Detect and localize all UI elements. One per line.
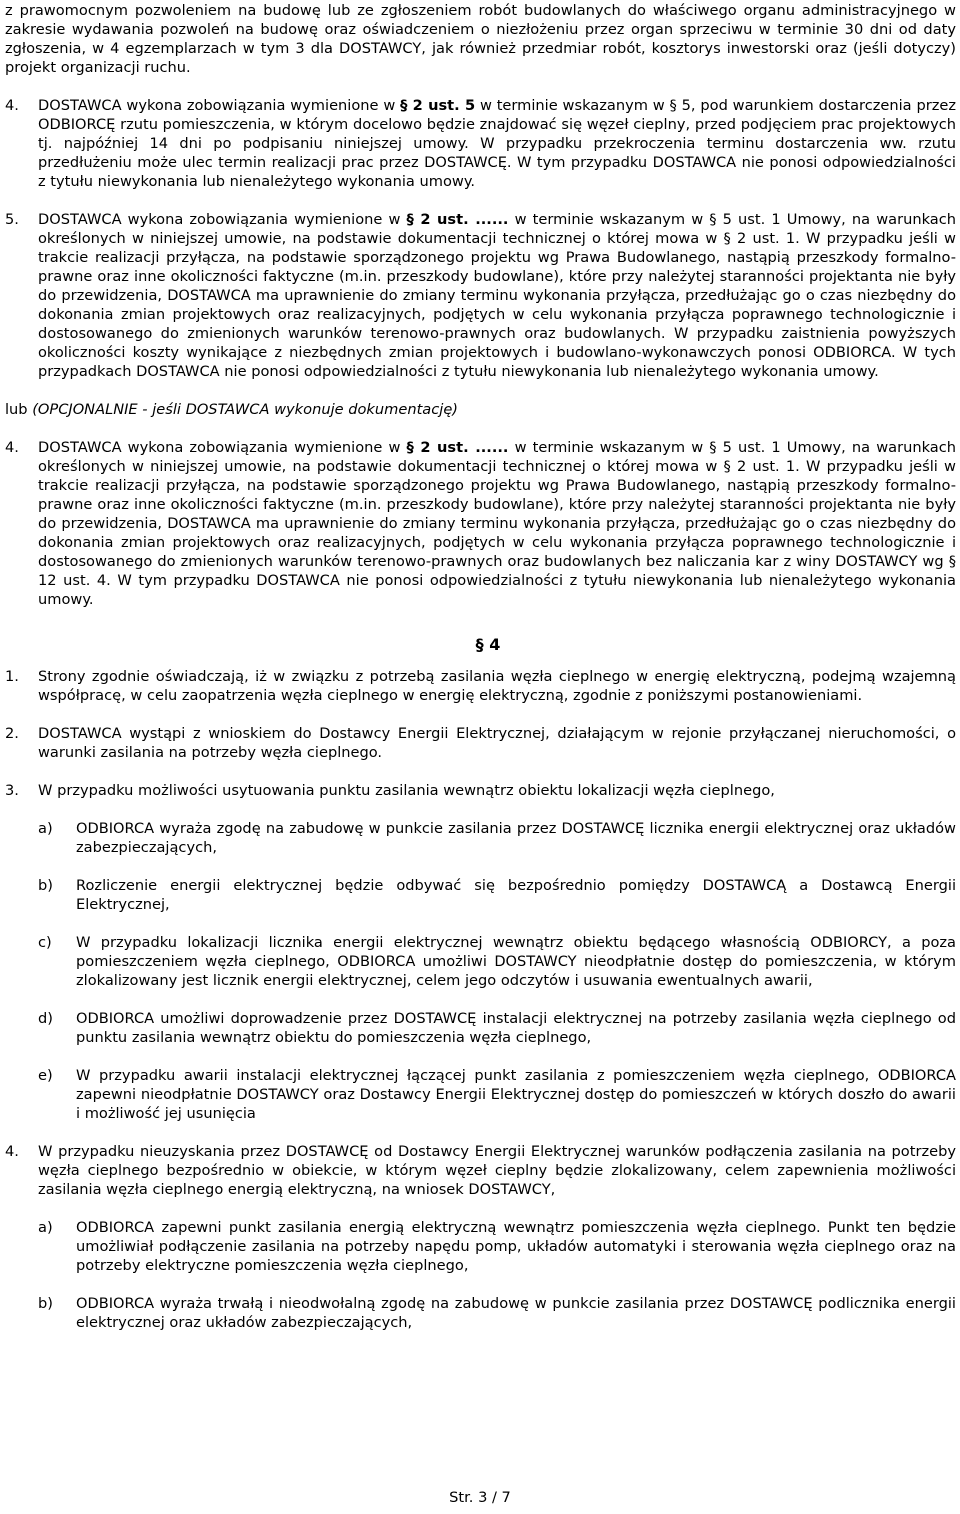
- list-item: e) W przypadku awarii instalacji elektrycznej łączącej punkt zasilania z pomieszczeniem węzła cieplnego, ODBIORCA zapewni nieodpłatnie DOSTAWCY oraz Dostawcy Energii Elektrycznej dostęp do pomieszczeń w których doszło do awarii i możliwość jej usunięcia: [38, 1067, 956, 1122]
- clause-text: DOSTAWCA wykona zobowiązania wymienione w § 2 ust. ...... w terminie wskazanym w § 5 ust. 1 Umowy, na warunkach określonych w niniejszej umowie, na podstawie dokumentacji technicznej o której mowa w § 2 ust. 1. W przypadku jeśli w trakcie realizacji przyłącza, na podstawie sporządzonego projektu wg Prawa Budowlanego, nastąpią przeszkody formalno-prawne oraz inne okoliczności faktyczne (m.in. przeszkody budowlane), które przy należytej staranności projektanta nie były do przewidzenia, DOSTAWCA ma uprawnienie do zmiany terminu wykonania przyłącza, przedłużając go o czas niezbędny do dokonania zmian projektowych oraz realizacyjnych, podjętych w celu wykonania przyłącza poprawnego technologicznie i dostosowanego do zmienionych warunków terenowo-prawnych oraz budowlanych. W przypadku zaistnienia powyższych okoliczności koszty wynikające z niezbędnych zmian projektowych i budowlano-wykonawczych ponosi ODBIORCA. W tych przypadkach DOSTAWCA nie ponosi odpowiedzialności z tytułu niewykonania lub nienależytego wykonania umowy.: [38, 211, 956, 380]
- clause-reference: § 2 ust. 5: [400, 97, 476, 114]
- list-item: b) Rozliczenie energii elektrycznej będzie odbywać się bezpośrednio pomiędzy DOSTAWCĄ a Dostawcą Energii Elektrycznej,: [38, 877, 956, 913]
- clause-text: DOSTAWCA wykona zobowiązania wymienione w § 2 ust. ...... w terminie wskazanym w § 5 ust. 1 Umowy, na warunkach określonych w niniejszej umowie, na podstawie dokumentacji technicznej o której mowa w § 2 ust. 1. W przypadku jeśli w trakcie realizacji przyłącza, na podstawie sporządzonego projektu wg Prawa Budowlanego, nastąpią przeszkody formalno-prawne oraz inne okoliczności faktyczne (m.in. przeszkody budowlane), które przy należytej staranności projektanta nie były do przewidzenia, DOSTAWCA ma uprawnienie do zmiany terminu wykonania przyłącza, przedłużając go o czas niezbędny do dokonania zmian projektowych oraz realizacyjnych, podjętych w celu wykonania przyłącza poprawnego technologicznie i dostosowanego do zmienionych warunków terenowo-prawnych oraz budowlanych bez naliczania kar z winy DOSTAWCY wg § 12 ust. 4. W tym przypadku DOSTAWCA nie ponosi odpowiedzialności z tytułu niewykonania lub nienależytego wykonania umowy.: [38, 439, 956, 608]
- section-heading: § 4: [475, 635, 501, 654]
- clause-number: 5.: [5, 211, 19, 228]
- list-item: b) ODBIORCA wyraża trwałą i nieodwołalną zgodę na zabudowę w punkcie zasilania przez DOSTAWCĘ podlicznika energii elektrycznej oraz układów zabezpieczających,: [38, 1295, 956, 1331]
- clause-number: 4.: [5, 439, 19, 456]
- list-item: a) ODBIORCA wyraża zgodę na zabudowę w punkcie zasilania przez DOSTAWCĘ licznika energii elektrycznej oraz układów zabezpieczających,: [38, 820, 956, 856]
- section-item-2: 2. DOSTAWCA wystąpi z wnioskiem do Dostawcy Energii Elektrycznej, działającym w rejonie przyłączanej nieruchomości, o warunki zasilania na potrzeby węzła cieplnego.: [5, 725, 956, 761]
- clause-4-alternative: [5, 438, 956, 609]
- clause-4: [5, 96, 956, 191]
- section-item-1: 1. Strony zgodnie oświadczają, iż w związku z potrzebą zasilania węzła cieplnego w energię elektryczną, podejmą wzajemną współpracę, w celu zaopatrzenia węzła cieplnego w energię elektryczną, zgodnie z poniższymi postanowieniami.: [5, 668, 956, 704]
- clause-reference: § 2 ust. ......: [406, 211, 509, 228]
- clause-reference: § 2 ust. ......: [406, 439, 509, 456]
- document-page: [0, 1, 960, 1514]
- intro-paragraph: z prawomocnym pozwoleniem na budowę lub ze zgłoszeniem robót budowlanych do właściwego organu administracyjnego w zakresie wydawania pozwoleń na budowę oraz oświadczeniem o niezłożeniu przez organ sprzeciwu w terminie 30 dni od daty zgłoszenia, w 4 egzemplarzach w tym 3 dla DOSTAWCY, jak również przedmiar robót, kosztorys inwestorski oraz (jeśli dotyczy) projekt organizacji ruchu.: [5, 2, 956, 76]
- list-item: c) W przypadku lokalizacji licznika energii elektrycznej wewnątrz obiektu będącego własnością ODBIORCY, a poza pomieszczeniem węzła cieplnego, ODBIORCA umożliwi DOSTAWCY nieodpłatnie dostęp do pomieszczenia, w którym zlokalizowany jest licznik energii elektrycznej, celem jego odczytów i usuwania ewentualnych awarii,: [38, 934, 956, 989]
- clause-5: [5, 210, 956, 381]
- section-item-4: 4. W przypadku nieuzyskania przez DOSTAWCĘ od Dostawcy Energii Elektrycznej warunków podłączenia zasilania na potrzeby węzła cieplnego bezpośrednio w obiekcie, w którym węzeł cieplny będzie zlokalizowany, celem zapewnienia możliwości zasilania węzła cieplnego energią elektryczną, na wniosek DOSTAWCY,: [5, 1143, 956, 1198]
- list-item: a) ODBIORCA zapewni punkt zasilania energią elektryczną wewnątrz pomieszczenia węzła cieplnego. Punkt ten będzie umożliwiał podłączenie zasilania na potrzeby napędu pomp, układów automatyki i sterowania węzła cieplnego oraz na potrzeby elektryczne pomieszczenia węzła cieplnego,: [38, 1219, 956, 1274]
- page-number: Str. 3 / 7: [449, 1489, 511, 1506]
- section-item-3: 3. W przypadku możliwości usytuowania punktu zasilania wewnątrz obiektu lokalizacji węzła cieplnego,: [5, 782, 775, 799]
- optional-note: lub (OPCJONALNIE - jeśli DOSTAWCA wykonuje dokumentację): [5, 401, 458, 418]
- clause-number: 4.: [5, 97, 19, 114]
- clause-text: DOSTAWCA wykona zobowiązania wymienione w § 2 ust. 5 w terminie wskazanym w § 5, pod warunkiem dostarczenia przez ODBIORCĘ rzutu pomieszczenia, w którym docelowo będzie znajdować się węzeł cieplny, przed podjęciem prac projektowych tj. najpóźniej 14 dni po podpisaniu niniejszej umowy. W przypadku przekroczenia terminu dostarczenia ww. rzutu przedłużeniu może ulec termin realizacji prac przez DOSTAWCĘ. W tym przypadku DOSTAWCA nie ponosi odpowiedzialności z tytułu niewykonania lub nienależytego wykonania umowy.: [38, 97, 957, 190]
- list-item: d) ODBIORCA umożliwi doprowadzenie przez DOSTAWCĘ instalacji elektrycznej na potrzeby zasilania węzła cieplnego od punktu zasilania wewnątrz obiektu do pomieszczenia węzła cieplnego,: [38, 1010, 956, 1046]
